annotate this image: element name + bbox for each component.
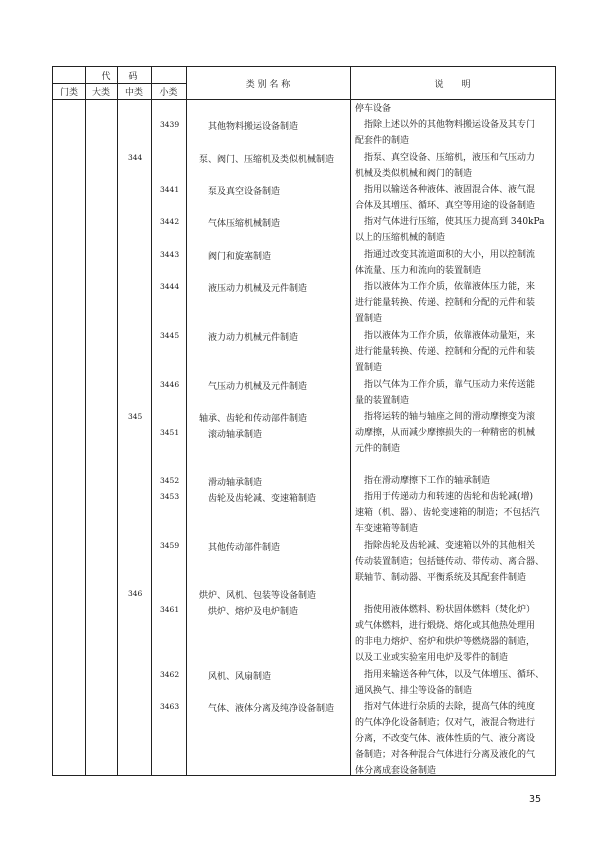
code-small: 3462: [160, 670, 180, 679]
category-name: 烘炉、风机、包装等设备制造: [199, 591, 317, 601]
category-name: 液力动力机械元件制造: [208, 333, 299, 343]
code-small: 3461: [160, 605, 180, 614]
row-desc: 指泵、真空设备、压缩机，液压和气压动力 机械及类似机械和阀门的制造: [355, 153, 536, 179]
category-name: 阀门和旋塞制造: [208, 252, 272, 262]
category-name: 烘炉、熔炉及电炉制造: [208, 607, 299, 617]
category-name: 其他物料搬运设备制造: [208, 122, 299, 132]
page-number: 35: [529, 794, 542, 805]
code-medium: 345: [128, 412, 143, 421]
row-desc: 指使用液体燃料、粉状固体燃料（焚化炉） 或气体燃料，进行煅烧、熔化或其他热处理用 的非电力熔炉、窑炉和烘炉等燃烧器的制造， 以及工业或实验室用电炉及零件的制造: [355, 605, 536, 663]
code-small: 3451: [160, 428, 180, 437]
row-desc: 指用来输送各种气体，以及气体增压、循环、 通风换气、排尘等设备的制造: [355, 670, 545, 696]
header-zhong: 中类: [124, 88, 143, 98]
row-desc: 指通过改变其流道面积的大小，用以控制流 体流量、压力和流向的装置制造: [355, 250, 536, 276]
code-small: 3441: [160, 185, 180, 194]
header-xiao: 小类: [159, 88, 178, 98]
code-small: 3459: [160, 541, 180, 550]
category-name: 泵、阀门、压缩机及类似机械制造: [199, 155, 335, 165]
code-small: 3453: [160, 492, 180, 501]
row-desc: 指在滑动摩擦下工作的轴承制造: [364, 476, 491, 486]
code-medium: 344: [128, 153, 143, 162]
category-name: 气体、液体分离及纯净设备制造: [208, 704, 335, 714]
row-desc: 指将运转的轴与轴座之间的滑动摩擦变为滚 动摩擦，从而减少摩擦损失的一种精密的机械 元件的制造: [355, 412, 536, 454]
row-desc: 指对气体进行杂质的去除，提高气体的纯度 的气体净化设备制造；仅对气，液混合物进行 分离，不改变气体、液体性质的气、液分离设 备制造；对各种混合气体进行分离及液化的气 体分离成套设备制造: [355, 702, 536, 776]
code-small: 3444: [160, 282, 180, 291]
category-name: 滑动轴承制造: [208, 478, 263, 488]
row-desc: 指以液体为工作介质，依靠液体动量矩，来 进行能量转换、传递、控制和分配的元件和装 置制造: [355, 331, 536, 373]
header-name: 类 别 名 称: [245, 80, 291, 90]
category-name: 轴承、齿轮和传动部件制造: [199, 414, 308, 424]
code-small: 3445: [160, 331, 180, 340]
header-da: 大类: [91, 88, 110, 98]
category-name: 滚动轴承制造: [208, 430, 263, 440]
category-name: 其他传动部件制造: [208, 543, 281, 553]
header-men: 门类: [59, 88, 78, 98]
category-name: 气压动力机械及元件制造: [208, 382, 308, 392]
row-desc: 指以气体为工作介质，靠气压动力来传送能 量的装置制造: [355, 380, 536, 406]
category-name: 齿轮及齿轮减、变速箱制造: [208, 494, 317, 504]
category-name: 液压动力机械及元件制造: [208, 284, 308, 294]
category-name: 泵及真空设备制造: [208, 187, 281, 197]
code-small: 3452: [160, 476, 180, 485]
row-desc: 停车设备: [355, 104, 392, 114]
header-code: 代 码: [101, 72, 138, 82]
category-name: 风机、风扇制造: [208, 672, 272, 682]
header-desc: 说 明: [434, 80, 471, 90]
row-desc: 指用以输送各种液体、液固混合体、液气混 合体及其增压、循环、真空等用途的设备制造: [355, 185, 536, 211]
row-desc: 指除齿轮及齿轮减、变速箱以外的其他相关 传动装置制造；包括链传动、带传动、离合器、 联轴节、制动器、平衡系统及其配套件制造: [355, 541, 545, 583]
code-small: 3463: [160, 702, 180, 711]
row-desc: 指除上述以外的其他物料搬运设备及其专门 配套件的制造: [355, 120, 536, 146]
code-small: 3442: [160, 217, 180, 226]
code-small: 3446: [160, 380, 180, 389]
category-name: 气体压缩机械制造: [208, 219, 281, 229]
row-desc: 指用于传递动力和转速的齿轮和齿轮减(增) 速箱（机、器）、齿轮变速箱的制造；不包括汽 车变速箱等制造: [355, 492, 540, 534]
row-desc: 指以液体为工作介质，依靠液体压力能，来 进行能量转换、传递、控制和分配的元件和装 置制造: [355, 282, 536, 324]
code-small: 3443: [160, 250, 180, 259]
code-medium: 346: [128, 589, 143, 598]
code-small: 3439: [160, 120, 180, 129]
row-desc: 指对气体进行压缩，使其压力提高到 340kPa 以上的压缩机械的制造: [355, 217, 545, 243]
classification-table: [52, 66, 556, 776]
